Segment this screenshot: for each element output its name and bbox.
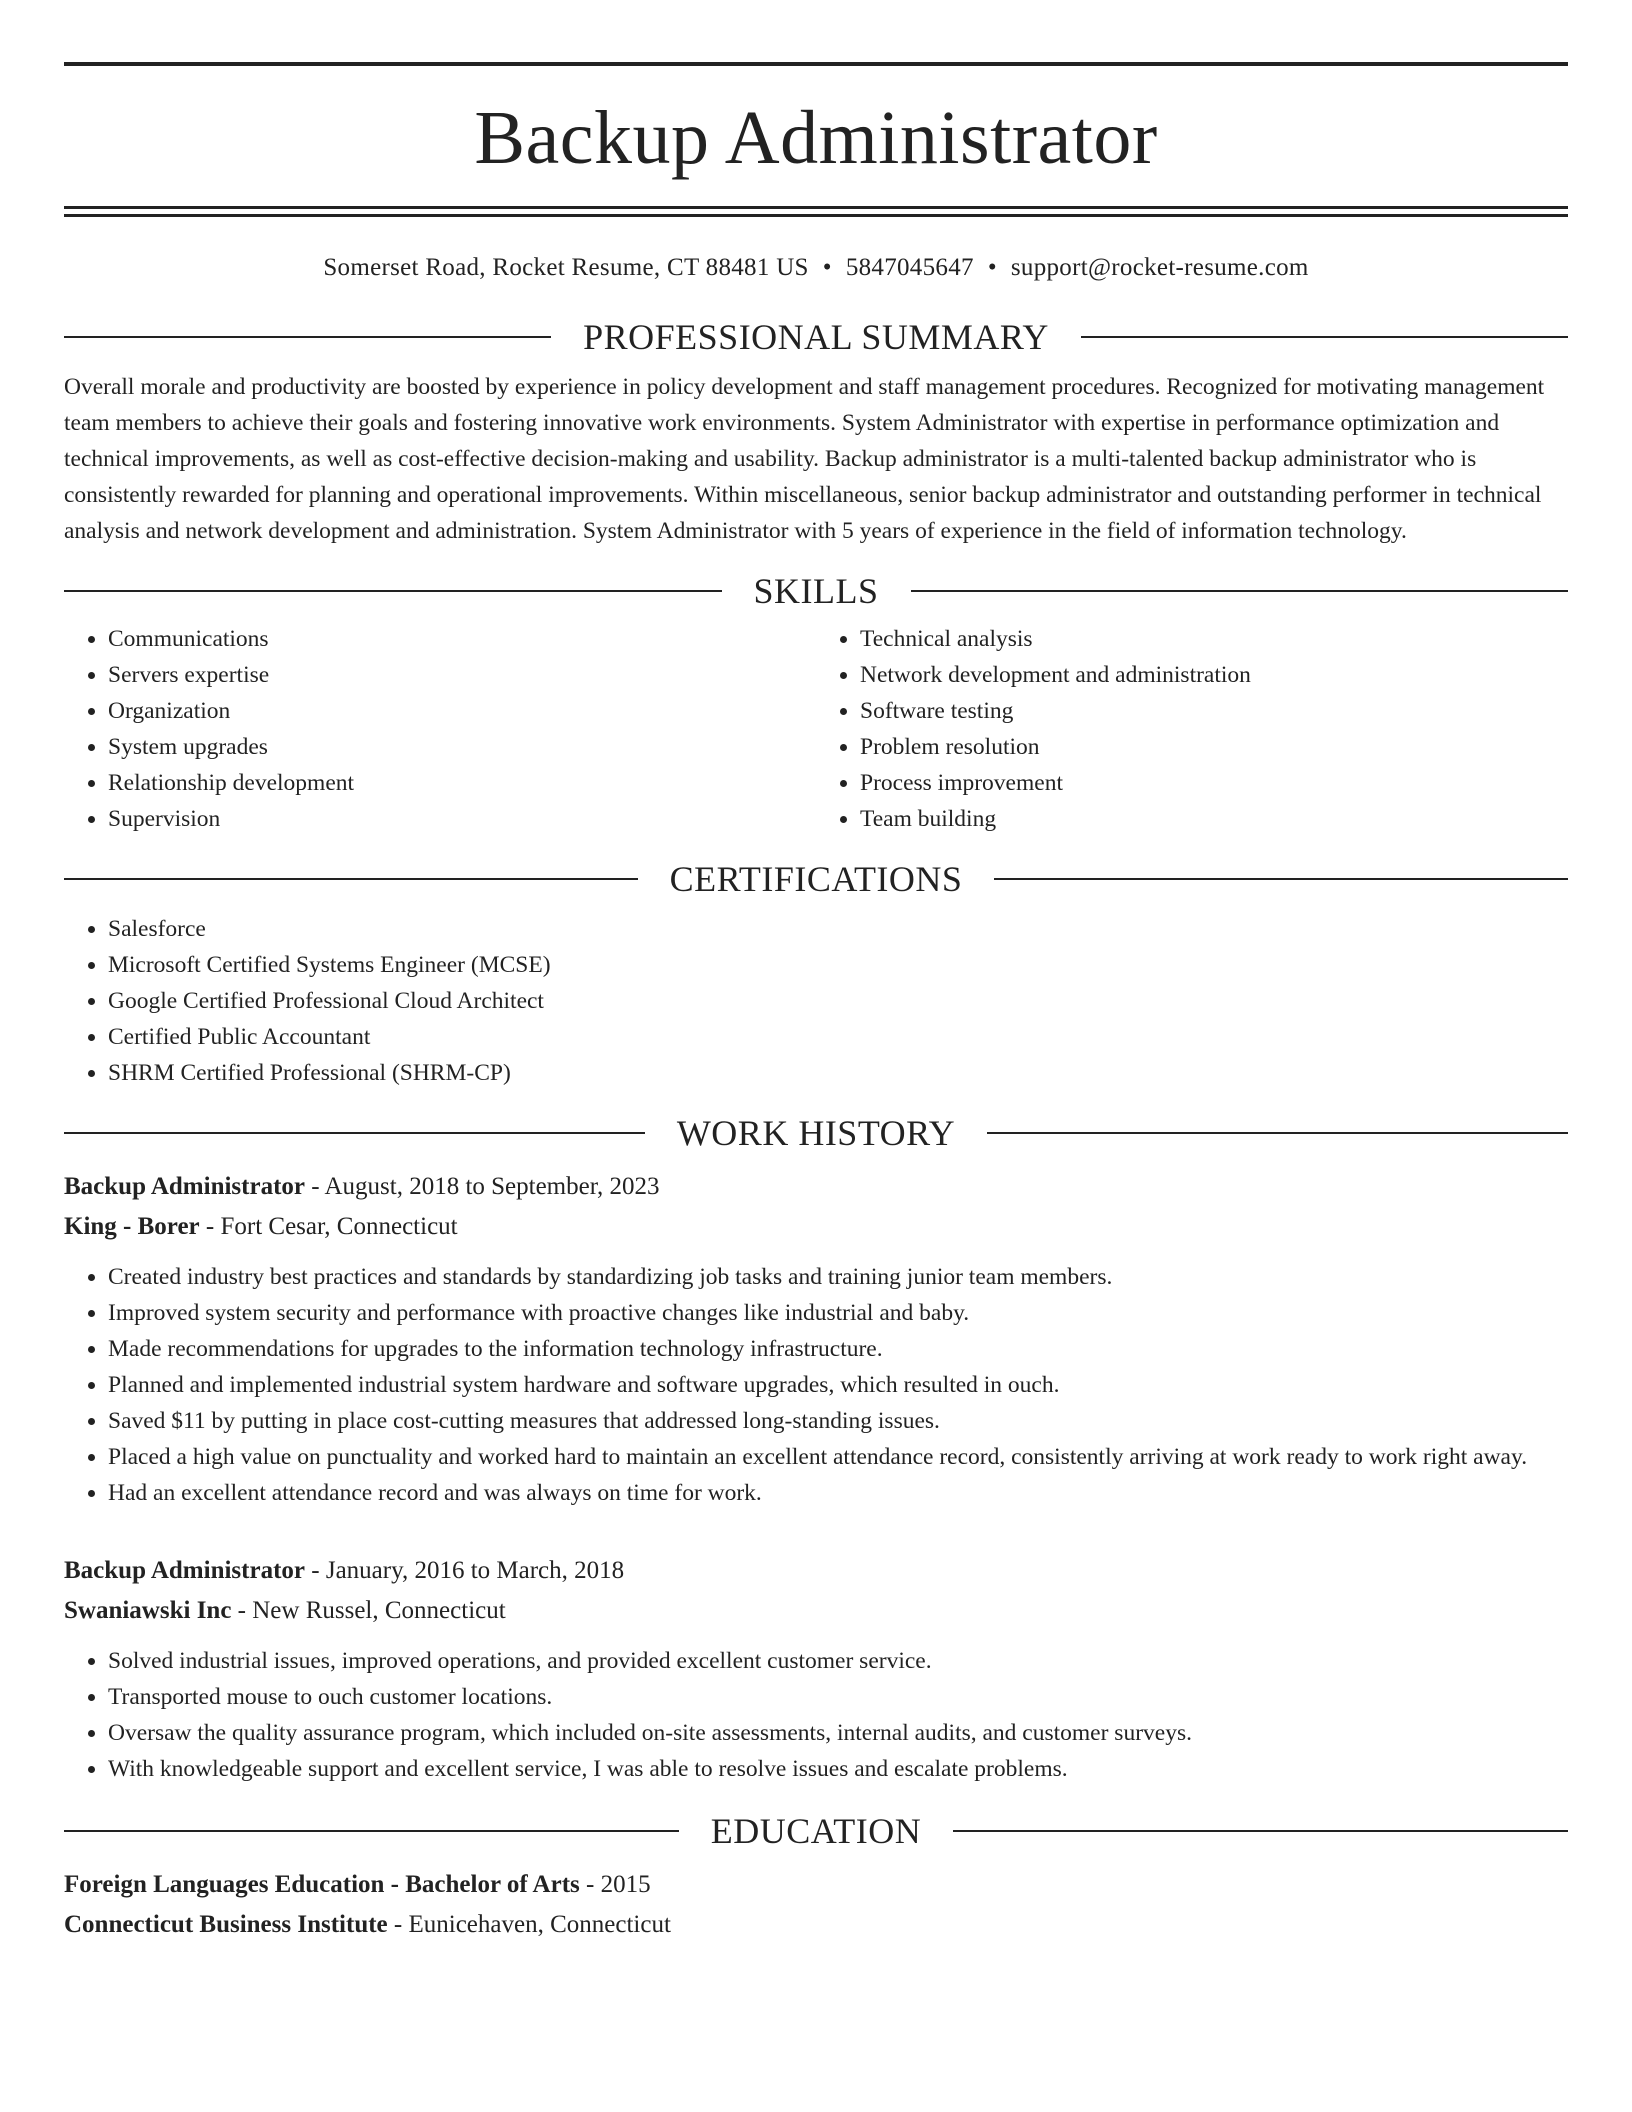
skill-item: • Software testing [860, 693, 1568, 729]
education-school-line [64, 1905, 1568, 1945]
job-title-line [64, 1167, 1568, 1207]
skills-column-left [64, 621, 816, 837]
contact-separator: • [822, 254, 832, 281]
candidate-name: Backup Administrator [474, 96, 1158, 180]
skill-item: • Supervision [108, 801, 816, 837]
skill-item: • Communications [108, 621, 816, 657]
job-company-line [64, 1207, 1568, 1247]
skill-item: • Relationship development [108, 765, 816, 801]
contact-address: Somerset Road, Rocket Resume, CT 88481 US [323, 254, 809, 281]
certification-item: • Microsoft Certified Systems Engineer (MCSE) [108, 947, 1568, 983]
job-title: Backup Administrator [64, 1173, 306, 1200]
top-rule [64, 62, 1568, 66]
contact-separator: • [987, 254, 997, 281]
skill-item: • System upgrades [108, 729, 816, 765]
heading-rule [64, 1132, 645, 1134]
job-title: Backup Administrator [64, 1557, 306, 1584]
job-bullets [64, 1643, 1568, 1787]
heading-rule [64, 336, 551, 338]
skills-list [64, 621, 1568, 837]
certification-item: • Certified Public Accountant [108, 1019, 1568, 1055]
heading-rule [64, 1830, 679, 1832]
certification-item: • Google Certified Professional Cloud Architect [108, 983, 1568, 1019]
certifications-heading [64, 859, 1568, 899]
skill-item: • Technical analysis [860, 621, 1568, 657]
job-company-line [64, 1591, 1568, 1631]
job-bullet: • Saved $11 by putting in place cost-cutting measures that addressed long-standing issues. [108, 1403, 1568, 1439]
job-bullet: • Made recommendations for upgrades to the information technology infrastructure. [108, 1331, 1568, 1367]
education-title: EDUCATION [710, 1811, 922, 1851]
job-bullets [64, 1259, 1568, 1511]
skill-item: • Organization [108, 693, 816, 729]
contact-phone: 5847045647 [845, 254, 974, 281]
skill-item: • Process improvement [860, 765, 1568, 801]
certifications-title: CERTIFICATIONS [669, 859, 963, 899]
education-entry [64, 1865, 1568, 1945]
education-degree: Foreign Languages Education - Bachelor of Arts [64, 1871, 580, 1898]
job-bullet: • Oversaw the quality assurance program, which included on-site assessments, internal audits, and customer surveys. [108, 1715, 1568, 1751]
double-rule [64, 206, 1568, 217]
education-heading [64, 1811, 1568, 1851]
skill-item: • Team building [860, 801, 1568, 837]
summary-text: Overall morale and productivity are boosted by experience in policy development and staff management procedures. Recognized for motivating management team members to achieve their goals and fostering innovative work environments. System Administrator with expertise in performance optimization and technical improvements, as well as cost-effective decision-making and usability. Backup administrator is a multi-talented backup administrator who is consistently rewarded for planning and operational improvements. Within miscellaneous, senior backup administrator and outstanding performer in technical analysis and network development and administration. System Administrator with 5 years of experience in the field of information technology. [64, 374, 1545, 544]
certification-item: • SHRM Certified Professional (SHRM-CP) [108, 1055, 1568, 1091]
skill-item: • Servers expertise [108, 657, 816, 693]
education-school: Connecticut Business Institute [64, 1911, 388, 1938]
heading-rule [64, 878, 638, 880]
job-bullet: • Placed a high value on punctuality and worked hard to maintain an excellent attendance record, consistently arriving at work ready to work right away. [108, 1439, 1568, 1475]
heading-rule [911, 590, 1569, 592]
job-entry [64, 1167, 1568, 1511]
summary-heading [64, 317, 1568, 357]
job-bullet: • Created industry best practices and standards by standardizing job tasks and training junior team members. [108, 1259, 1568, 1295]
skills-title: SKILLS [753, 571, 879, 611]
job-entry [64, 1551, 1568, 1787]
work-heading [64, 1113, 1568, 1153]
job-bullet: • Transported mouse to ouch customer locations. [108, 1679, 1568, 1715]
skills-column-right [816, 621, 1568, 837]
heading-rule [987, 1132, 1568, 1134]
heading-rule [953, 1830, 1568, 1832]
job-title-line [64, 1551, 1568, 1591]
education-location: - Eunicehaven, Connecticut [387, 1911, 671, 1938]
job-location: - New Russel, Connecticut [231, 1597, 506, 1624]
job-bullet: • Solved industrial issues, improved operations, and provided excellent customer service. [108, 1643, 1568, 1679]
job-bullet: • Improved system security and performance with proactive changes like industrial and baby. [108, 1295, 1568, 1331]
job-location: - Fort Cesar, Connecticut [199, 1213, 458, 1240]
job-bullet: • Had an excellent attendance record and was always on time for work. [108, 1475, 1568, 1511]
contact-line [64, 253, 1568, 283]
job-bullet: • With knowledgeable support and excellent service, I was able to resolve issues and escalate problems. [108, 1751, 1568, 1787]
job-company: King - Borer [64, 1213, 200, 1240]
job-company: Swaniawski Inc [64, 1597, 232, 1624]
summary-title: PROFESSIONAL SUMMARY [583, 317, 1049, 357]
contact-email: support@rocket-resume.com [1010, 254, 1309, 281]
education-year: - 2015 [579, 1871, 651, 1898]
job-dates: - January, 2016 to March, 2018 [305, 1557, 625, 1584]
certification-item: • Salesforce [108, 911, 1568, 947]
skill-item: • Problem resolution [860, 729, 1568, 765]
work-title: WORK HISTORY [676, 1113, 956, 1153]
heading-rule [64, 590, 722, 592]
job-bullet: • Planned and implemented industrial system hardware and software upgrades, which resulted in ouch. [108, 1367, 1568, 1403]
heading-rule [1081, 336, 1568, 338]
skills-heading [64, 571, 1568, 611]
skill-item: • Network development and administration [860, 657, 1568, 693]
education-degree-line [64, 1865, 1568, 1905]
certifications-list [64, 911, 1568, 1091]
job-dates: - August, 2018 to September, 2023 [305, 1173, 660, 1200]
heading-rule [994, 878, 1568, 880]
